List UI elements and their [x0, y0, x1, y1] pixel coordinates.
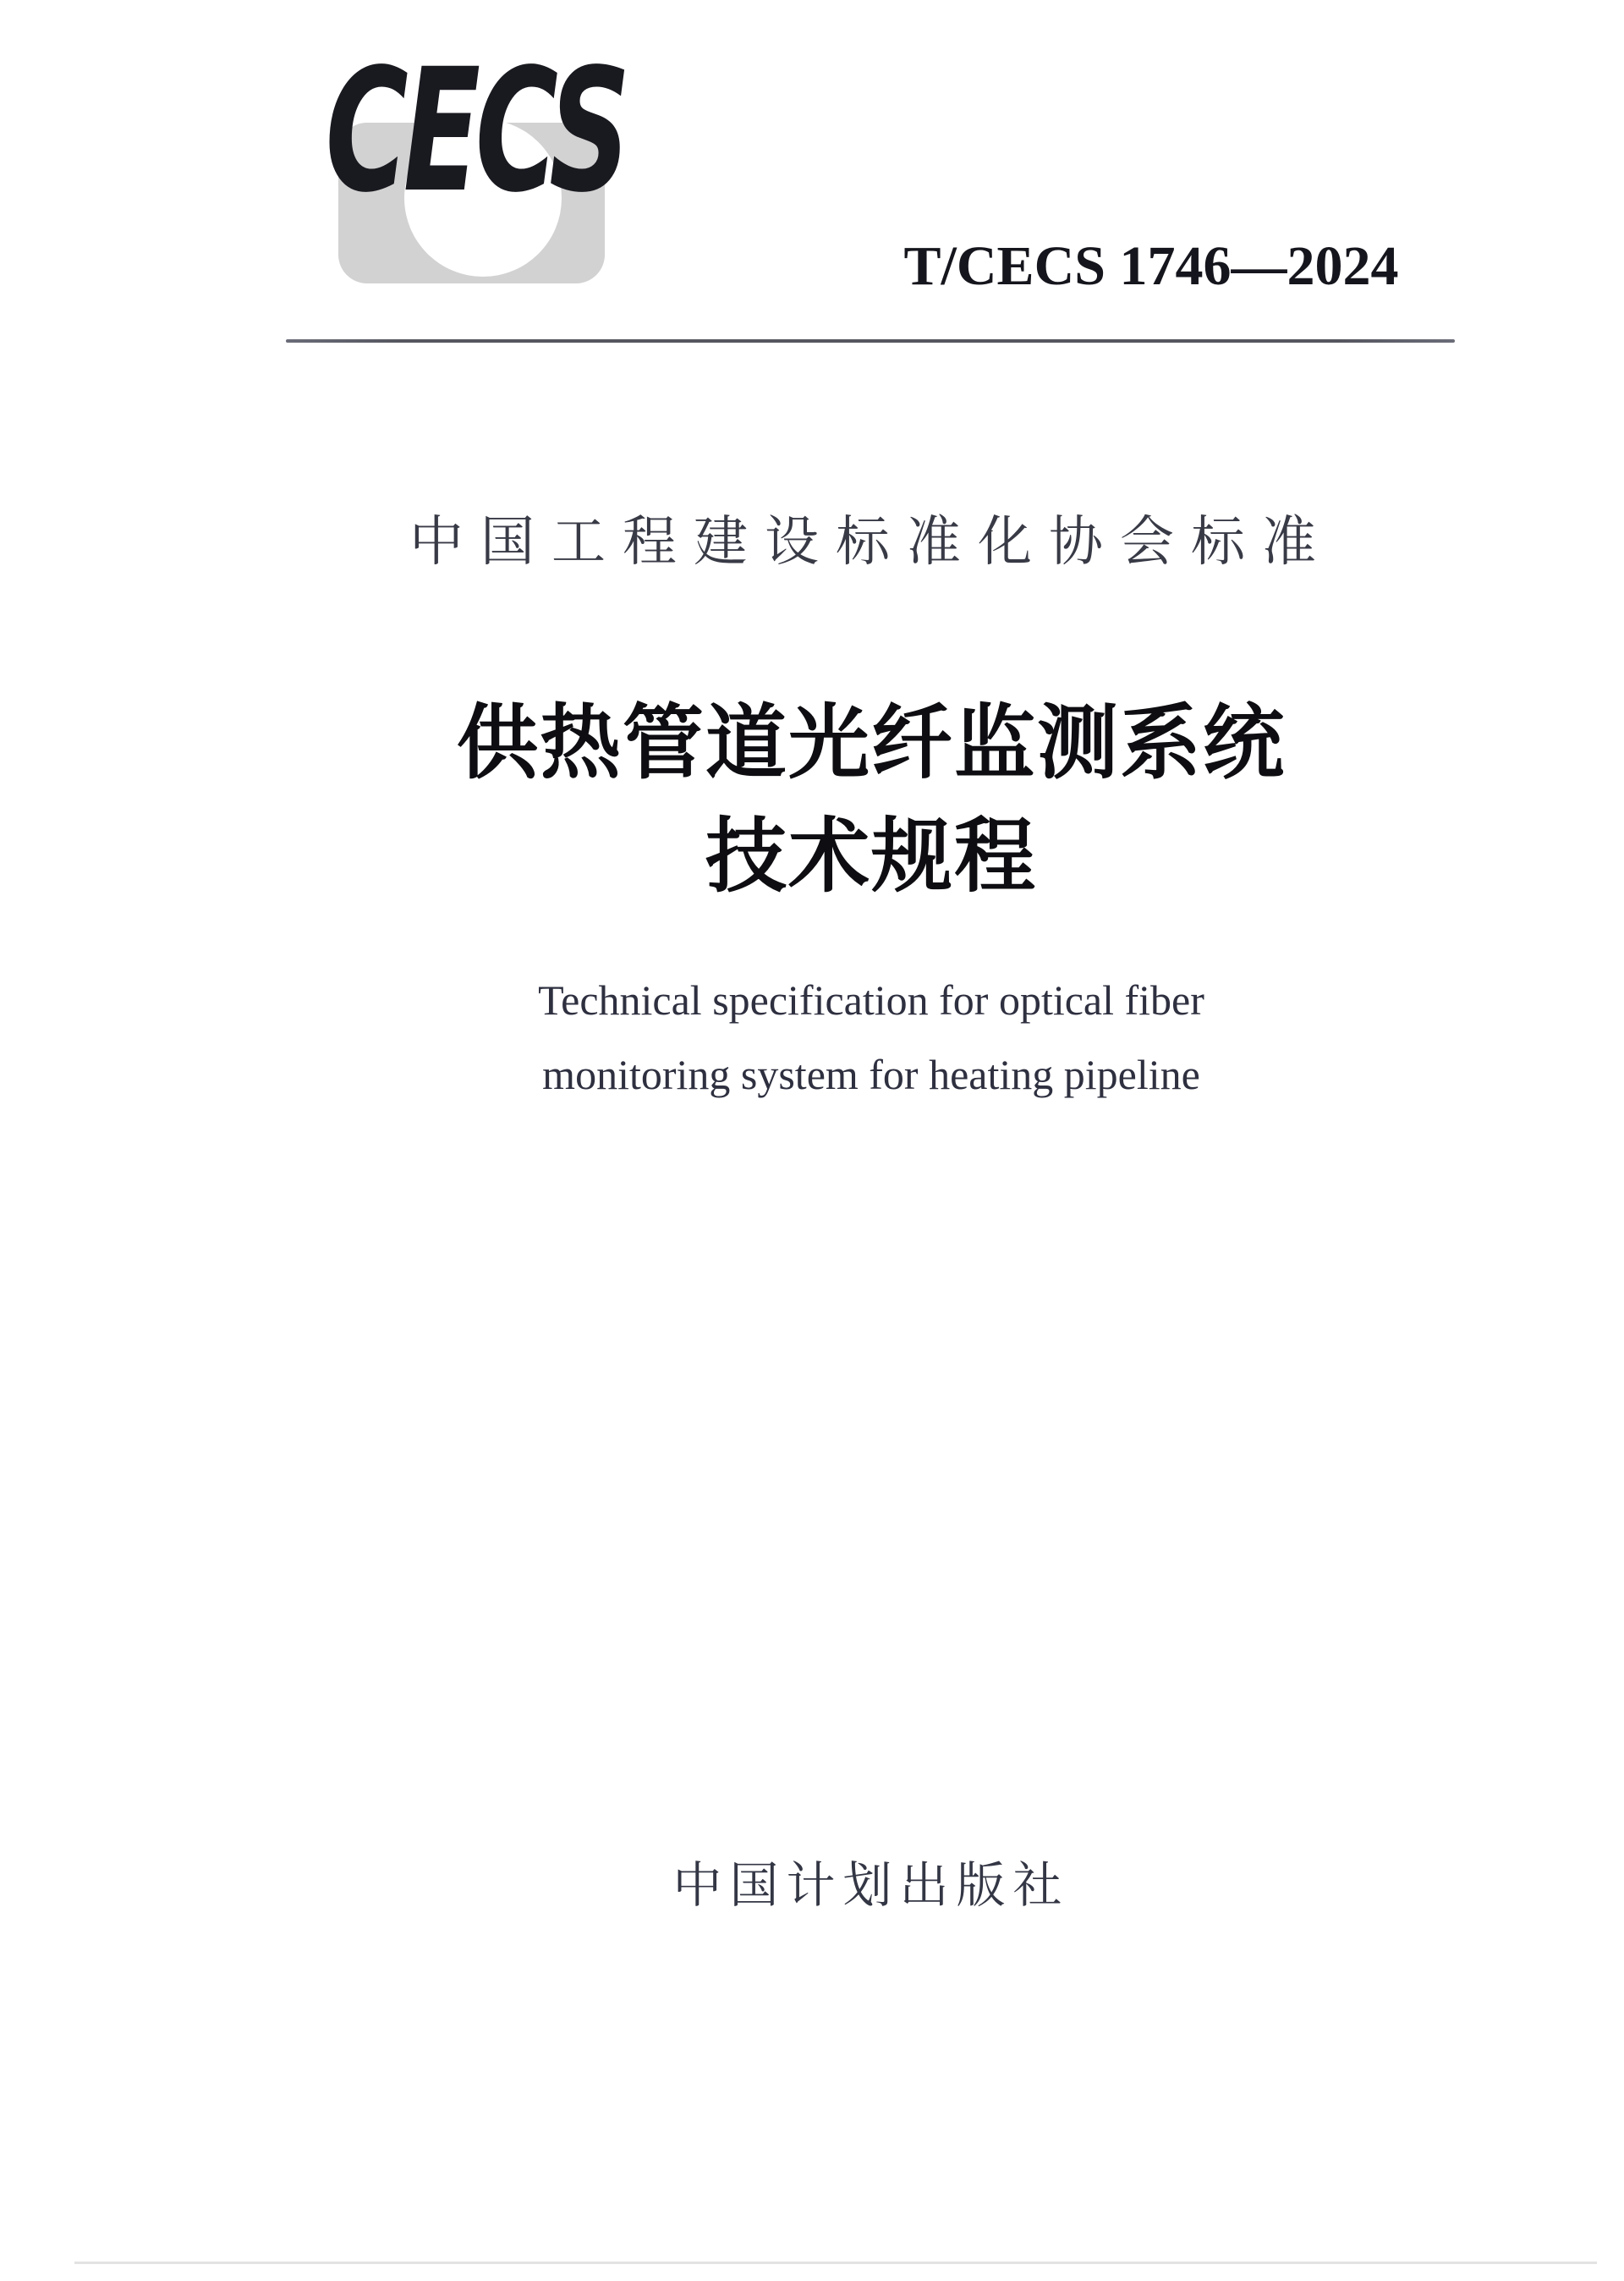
association-standard-line: 中国工程建设标准化协会标准 — [409, 512, 1333, 572]
footer-rule — [74, 2262, 1597, 2264]
title-cn-line1: 供热管道光纤监测系统 — [457, 695, 1286, 790]
title-en-line2: monitoring system for heating pipeline — [542, 1051, 1200, 1098]
header-rule — [286, 339, 1455, 343]
standard-number: T/CECS 1746—2024 — [903, 235, 1399, 297]
title-cn-line2: 技术规程 — [705, 809, 1037, 904]
publisher-name: 中国计划出版社 — [672, 1858, 1070, 1913]
logo-cecs-text: CECS — [325, 31, 626, 230]
title-en-line1: Technical specification for optical fiber — [538, 976, 1204, 1024]
cecs-logo — [325, 31, 626, 283]
